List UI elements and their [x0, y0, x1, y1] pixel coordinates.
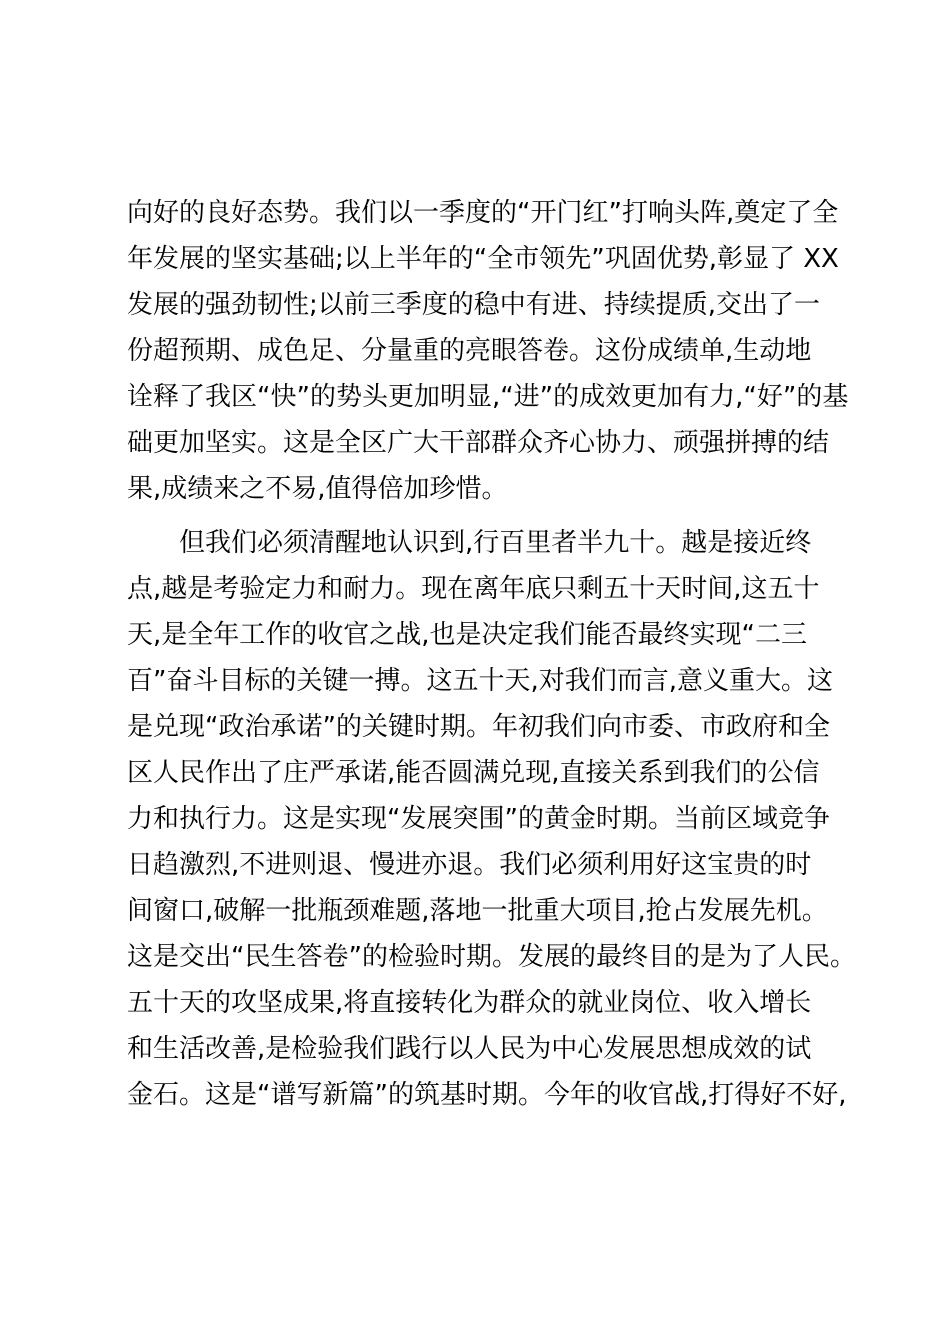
text-line: 间窗口,破解一批瓶颈难题,落地一批重大项目,抢占发展先机。 — [127, 896, 828, 926]
text-line: 日趋激烈,不进则退、慢进亦退。我们必须利用好这宝贵的时 — [127, 850, 812, 880]
body-text — [127, 190, 856, 1118]
text-line: 点,越是考验定力和耐力。现在离年底只剩五十天时间,这五十 — [127, 574, 820, 604]
text-line: 但我们必须清醒地认识到,行百里者半九十。越是接近终 — [127, 528, 812, 558]
paragraph-1 — [127, 190, 849, 512]
text-line: 是兑现“政治承诺”的关键时期。年初我们向市委、市政府和全 — [127, 712, 830, 742]
text-line: 年发展的坚实基础;以上半年的“全市领先”巩固优势,彰显了 XX — [127, 244, 839, 274]
text-line: 五十天的攻坚成果,将直接转化为群众的就业岗位、收入增长 — [127, 988, 812, 1018]
text-line: 这是交出“民生答卷”的检验时期。发展的最终目的是为了人民。 — [127, 942, 856, 972]
text-line: 诠释了我区“快”的势头更加明显,“进”的成效更加有力,“好”的基 — [127, 382, 849, 412]
text-line: 百”奋斗目标的关键一搏。这五十天,对我们而言,意义重大。这 — [127, 666, 833, 696]
paragraph-gap — [127, 512, 827, 520]
text-line: 果,成绩来之不易,值得倍加珍惜。 — [127, 474, 508, 504]
text-line: 天,是全年工作的收官之战,也是决定我们能否最终实现“二三 — [127, 620, 807, 650]
paragraph-2 — [127, 520, 856, 1118]
text-line: 金石。这是“谱写新篇”的筑基时期。今年的收官战,打得好不好, — [127, 1080, 847, 1110]
text-line: 区人民作出了庄严承诺,能否圆满兑现,直接关系到我们的公信 — [127, 758, 820, 788]
text-line: 和生活改善,是检验我们践行以人民为中心发展思想成效的试 — [127, 1034, 812, 1064]
text-line: 发展的强劲韧性;以前三季度的稳中有进、持续提质,交出了一 — [127, 290, 821, 320]
text-line: 础更加坚实。这是全区广大干部群众齐心协力、顽强拼搏的结 — [127, 428, 830, 458]
text-line: 力和执行力。这是实现“发展突围”的黄金时期。当前区域竞争 — [127, 804, 830, 834]
text-line: 向好的良好态势。我们以一季度的“开门红”打响头阵,奠定了全 — [127, 198, 839, 228]
text-line: 份超预期、成色足、分量重的亮眼答卷。这份成绩单,生动地 — [127, 336, 812, 366]
